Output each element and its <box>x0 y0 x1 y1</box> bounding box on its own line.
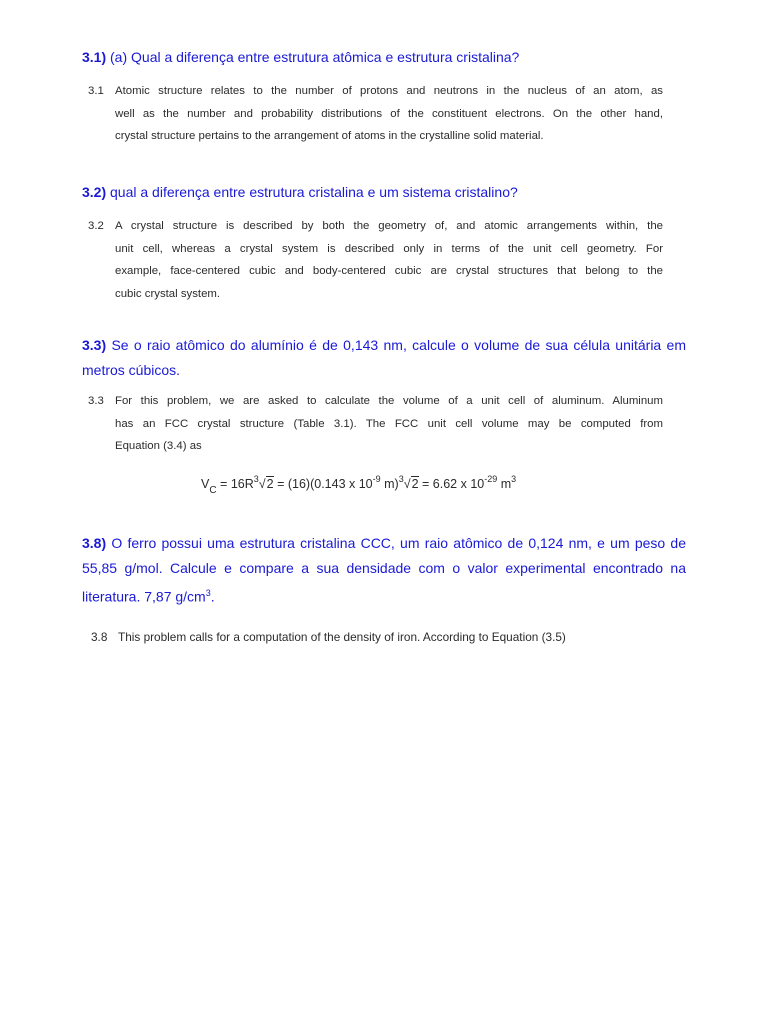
question-3-2 <box>82 180 686 205</box>
answer-3-2 <box>88 215 663 305</box>
answer-line: unit cell, whereas a crystal system is described only in terms of the unit cell geometry. For <box>115 242 663 255</box>
question-number: 3.2) <box>82 184 107 200</box>
question-text: (a) Qual a diferença entre estrutura atômica e estrutura cristalina? <box>110 49 520 65</box>
question-3-8: 3.8) O ferro possui uma estrutura cristalina CCC, um raio atômico de 0,124 nm, e um peso de 55,85 g/mol. Calcule e compare a sua densidade com o valor experimental encontrado na literatura. 7,87 $g/cm^3$. <box>82 535 687 605</box>
question-number: 3.1) <box>82 49 107 65</box>
question-number: 3.3) <box>82 337 107 353</box>
answer-line: 3.2 A crystal structure is described by both the geometry of, and atomic arrangements within, the <box>88 215 663 238</box>
answer-line: crystal structure pertains to the arrangement of atoms in the crystalline solid material. <box>115 130 544 143</box>
answer-line: Equation (3.4) as <box>115 440 202 453</box>
answer-number: 3.1 <box>88 85 104 97</box>
question-text: O ferro possui uma estrutura cristalina CCC, um raio atômico de 0,124 nm, e um peso de 55,85 g/mol. Calcule e compare a sua densidade com o valor experimental encontrado na literatura. 7,87 g/cm <box>82 535 687 605</box>
answer-line: 3.8 This problem calls for a computation of the density of iron. According to Equation (3.5) <box>91 626 666 649</box>
answer-number: 3.2 <box>88 220 104 232</box>
sqrt-symbol: √ <box>258 477 266 491</box>
answer-line: 3.1 Atomic structure relates to the number of protons and neutrons in the nucleus of an atom, as <box>88 80 663 103</box>
answer-line: well as the number and probability distributions of the constituent electrons. On the other hand, <box>115 107 663 120</box>
question-3-3 <box>82 333 686 383</box>
answer-number: 3.3 <box>88 395 104 407</box>
answer-3-3 <box>88 390 663 458</box>
answer-3-8 <box>91 626 666 649</box>
answer-line: cubic crystal system. <box>115 287 221 300</box>
answer-line: 3.3 For this problem, we are asked to calculate the volume of a unit cell of aluminum. Aluminum <box>88 390 663 413</box>
question-number: 3.8) <box>82 535 107 551</box>
answer-number: 3.8 <box>91 630 108 644</box>
unit-cell-volume-equation: $V_C = 16R^3√2 = (16)(0.143$ x $10^{-9}$ m)$^3$√2 = 6.62 x $10^{-29}$ $m^3$ <box>201 474 517 496</box>
answer-line: example, face-centered cubic and body-centered cubic are crystal structures that belong to the <box>115 265 663 278</box>
question-text: qual a diferença entre estrutura cristalina e um sistema cristalino? <box>110 184 518 200</box>
sqrt-symbol: √ <box>403 477 411 491</box>
answer-3-1 <box>88 80 663 148</box>
question-text: Se o raio atômico do alumínio é de 0,143 nm, calcule o volume de sua célula unitária em metros cúbicos. <box>82 337 686 378</box>
answer-line: has an FCC crystal structure (Table 3.1). The FCC unit cell volume may be computed from <box>115 417 663 430</box>
question-3-1 <box>82 45 686 70</box>
